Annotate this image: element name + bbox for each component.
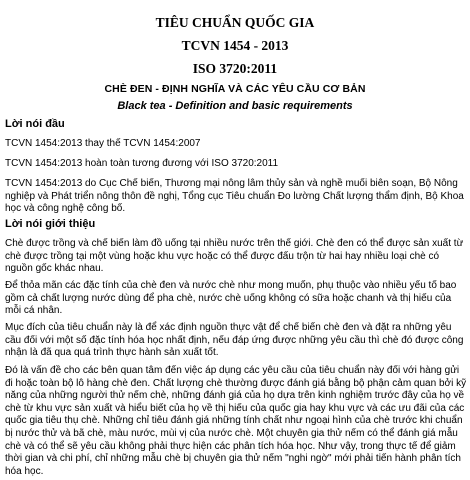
foreword-heading: Lời nói đầu <box>5 118 65 130</box>
introduction-paragraph: Đó là vấn đề cho các bên quan tâm đến việc áp dụng các yêu cầu của tiêu chuẩn này đối với hàng gửi đi hoặc toàn bộ lô hàng chè đen. Chất lượng chè thường được đánh giá bằng bộ phận cảm quan bởi kỹ năng của những người thử nếm chè, những đánh giá của họ dựa trên kinh nghiệm trước đây của họ về chè từ khu vực sản xuất và hiểu biết của họ về thị hiếu của quốc gia hay khu vực và các ưu đãi của các quốc gia tiêu thụ chè. Những chỉ tiêu đánh giá những tính chất như ngoại hình của chè trước khi chuẩn bị nước thử và bã chè, màu nước, mùi vị của nước chè. Một chuyên gia thử nếm có thể đánh giá mẫu chè và có thể sẽ yêu cầu không phải thực hiện các phân tích hóa học. Như vậy, trong thực tế để giảm thời gian và chi phí, chỉ những mẫu chè bị chuyên gia thử nếm "nghi ngờ" mới phải tiến hành phân tích hóa học. <box>5 365 467 477</box>
introduction-paragraph: Để thỏa mãn các đặc tính của chè đen và nước chè như mong muốn, phụ thuộc vào nhiều yếu tố bao gồm cả chất lượng nước dùng để pha chè, nước chè uống không có sữa hoặc chanh và thị hiếu của mỗi cá nhân. <box>5 280 457 317</box>
foreword-paragraph: TCVN 1454:2013 thay thế TCVN 1454:2007 <box>5 138 201 149</box>
foreword-paragraph: TCVN 1454:2013 do Cục Chế biến, Thương mại nông lâm thủy sản và nghề muối biên soạn, Bộ Nông nghiệp và Phát triển nông thôn đề nghị, Tổng cục Tiêu chuẩn Đo lường Chất lượng thẩm định, Bộ Khoa học và công nghệ công bố. <box>5 178 464 215</box>
introduction-paragraph: Chè được trồng và chế biến làm đồ uống tại nhiều nước trên thế giới. Chè đen có thể được sản xuất từ chè được trồng tại một vùng hoặc khu vực hoặc có thể được đấu trộn từ hai hay nhiều loại chè có nguồn gốc khác nhau. <box>5 238 464 275</box>
standard-subject: CHÈ ĐEN - ĐỊNH NGHĨA VÀ CÁC YÊU CẦU CƠ BẢN <box>104 83 366 95</box>
standard-subject-english: Black tea - Definition and basic requirements <box>117 100 353 112</box>
introduction-paragraph: Mục đích của tiêu chuẩn này là để xác định nguồn thực vật để chế biến chè đen và đặt ra những yêu cầu đối với một số đặc tính hóa học nhất định, nếu đáp ứng được những yêu cầu thì chè đó được công nhận là đã qua quá trình thực hành sản xuất tốt. <box>5 322 464 359</box>
introduction-heading: Lời nói giới thiệu <box>5 218 96 230</box>
foreword-paragraph: TCVN 1454:2013 hoàn toàn tương đương với ISO 3720:2011 <box>5 158 279 169</box>
standard-code: TCVN 1454 - 2013 <box>181 38 289 53</box>
iso-reference: ISO 3720:2011 <box>192 61 278 76</box>
document-title: TIÊU CHUẨN QUỐC GIA <box>155 15 315 30</box>
